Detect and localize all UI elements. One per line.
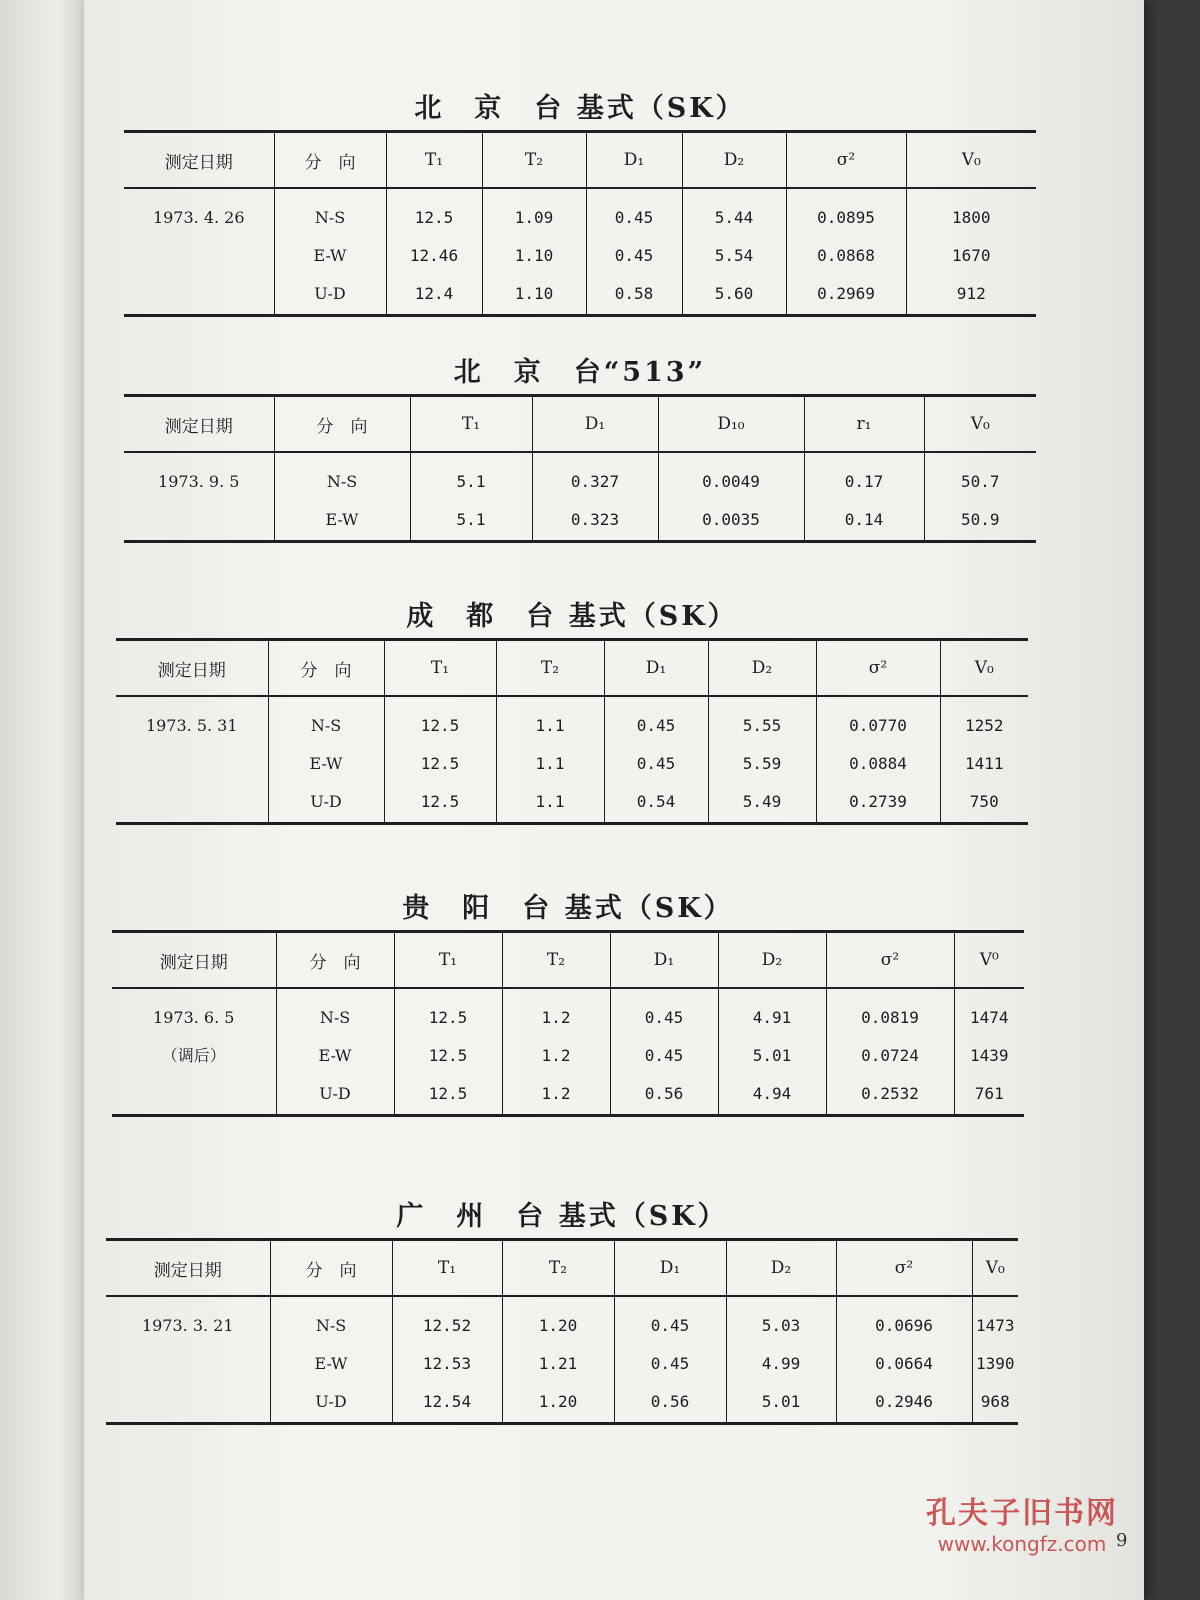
direction-cell xyxy=(268,696,384,824)
date-note xyxy=(125,501,273,539)
direction-cell xyxy=(274,188,386,316)
value: 0.0819 xyxy=(861,1008,919,1027)
section-title: 北 京 台“513” xyxy=(453,357,707,388)
col-header: T₂ xyxy=(482,132,586,189)
value: 1.10 xyxy=(514,246,554,265)
direction-cell xyxy=(274,452,410,542)
value: N-S xyxy=(315,1316,347,1335)
sigma-cell xyxy=(786,188,906,316)
col-header: T₂ xyxy=(496,640,604,697)
book-page xyxy=(84,0,1144,1600)
value: 0.45 xyxy=(644,1046,684,1065)
value: 0.56 xyxy=(644,1084,684,1103)
col-header: V₀ xyxy=(924,396,1036,453)
value: 50.7 xyxy=(960,472,1000,491)
col-header: 分 向 xyxy=(274,132,386,189)
value: 1.2 xyxy=(541,1008,571,1027)
col-header: 测定日期 xyxy=(116,640,268,697)
section-title: 成 都 台 基式（SK） xyxy=(406,601,738,632)
col-header: 测定日期 xyxy=(112,932,276,989)
value: 5.55 xyxy=(742,716,782,735)
value: 0.0868 xyxy=(817,246,875,265)
value: E-W xyxy=(309,754,343,773)
d1-cell xyxy=(604,696,708,824)
value: 12.5 xyxy=(420,716,460,735)
value: U-D xyxy=(315,1392,347,1411)
d10-cell xyxy=(658,452,804,542)
value: 1252 xyxy=(964,716,1004,735)
col-header: 测定日期 xyxy=(124,396,274,453)
table-section-chengdu-sk xyxy=(116,596,1028,825)
value: 4.99 xyxy=(761,1354,801,1373)
value: E-W xyxy=(314,1354,348,1373)
value: U-D xyxy=(310,792,342,811)
header-row xyxy=(124,132,1036,189)
measure-date: 1973. 5. 31 xyxy=(145,716,238,735)
value: 0.0770 xyxy=(849,716,907,735)
value: 12.46 xyxy=(409,246,459,265)
col-header: T₁ xyxy=(394,932,502,989)
measure-date: 1973. 9. 5 xyxy=(158,472,240,491)
left-page-edge xyxy=(0,0,86,1600)
col-header: D₂ xyxy=(726,1240,836,1297)
value: 5.60 xyxy=(714,284,754,303)
value: 4.94 xyxy=(752,1084,792,1103)
date-cell xyxy=(106,1296,270,1424)
value: 0.58 xyxy=(614,284,654,303)
t2-cell xyxy=(496,696,604,824)
value: 0.45 xyxy=(644,1008,684,1027)
value: 968 xyxy=(980,1392,1010,1411)
value: 0.2946 xyxy=(875,1392,933,1411)
value: 12.53 xyxy=(422,1354,472,1373)
r1-cell xyxy=(804,452,924,542)
data-table xyxy=(106,1238,1018,1425)
col-header: T₁ xyxy=(392,1240,502,1297)
col-header: σ² xyxy=(826,932,954,989)
page-number: 9 xyxy=(1116,1530,1128,1551)
value: 0.45 xyxy=(636,716,676,735)
value: 0.45 xyxy=(614,246,654,265)
d1-cell xyxy=(614,1296,726,1424)
value: 12.5 xyxy=(414,208,454,227)
d2-cell xyxy=(682,188,786,316)
value: 1.21 xyxy=(538,1354,578,1373)
value: 1439 xyxy=(969,1046,1009,1065)
value: 50.9 xyxy=(960,510,1000,529)
value: 5.01 xyxy=(761,1392,801,1411)
value: 1390 xyxy=(975,1354,1015,1373)
value: 12.5 xyxy=(428,1046,468,1065)
d2-cell xyxy=(726,1296,836,1424)
section-title: 北 京 台 基式（SK） xyxy=(414,93,746,124)
col-header: V₀ xyxy=(940,640,1028,697)
date-note xyxy=(125,237,273,275)
col-header: D₂ xyxy=(708,640,816,697)
value: U-D xyxy=(314,284,346,303)
d2-cell xyxy=(708,696,816,824)
col-header: D₁₀ xyxy=(658,396,804,453)
table-section-beijing-sk xyxy=(124,88,1036,317)
v0-cell xyxy=(906,188,1036,316)
sigma-cell xyxy=(836,1296,972,1424)
value: 0.54 xyxy=(636,792,676,811)
value: 0.323 xyxy=(570,510,620,529)
col-header: 分 向 xyxy=(274,396,410,453)
section-title: 广 州 台 基式（SK） xyxy=(396,1201,728,1232)
direction-cell xyxy=(270,1296,392,1424)
col-header: D₁ xyxy=(586,132,682,189)
date-note xyxy=(117,745,267,783)
date-note xyxy=(107,1345,269,1383)
value: 12.5 xyxy=(428,1008,468,1027)
table-section-beijing-513 xyxy=(124,352,1036,543)
value: 12.52 xyxy=(422,1316,472,1335)
value: 0.0035 xyxy=(702,510,760,529)
data-table xyxy=(124,130,1036,317)
v0-cell xyxy=(972,1296,1018,1424)
data-table xyxy=(112,930,1024,1117)
value: 0.45 xyxy=(614,208,654,227)
value: 0.14 xyxy=(844,510,884,529)
value: N-S xyxy=(319,1008,351,1027)
value: 5.44 xyxy=(714,208,754,227)
t1-cell xyxy=(410,452,532,542)
value: 0.45 xyxy=(650,1316,690,1335)
t1-cell xyxy=(394,988,502,1116)
date-cell xyxy=(124,188,274,316)
col-header: 分 向 xyxy=(276,932,394,989)
col-header: V₀ xyxy=(906,132,1036,189)
date-note: （调后） xyxy=(161,1046,226,1065)
value: 0.0884 xyxy=(849,754,907,773)
value: 1411 xyxy=(964,754,1004,773)
value: 4.91 xyxy=(752,1008,792,1027)
value: 750 xyxy=(969,792,999,811)
v0-cell xyxy=(940,696,1028,824)
value: 1.1 xyxy=(535,716,565,735)
value: 1473 xyxy=(975,1316,1015,1335)
value: 5.54 xyxy=(714,246,754,265)
date-cell xyxy=(124,452,274,542)
col-header: T₁ xyxy=(410,396,532,453)
value: 0.2739 xyxy=(849,792,907,811)
value: 12.4 xyxy=(414,284,454,303)
value: 1.2 xyxy=(541,1084,571,1103)
value: 12.5 xyxy=(420,792,460,811)
value: N-S xyxy=(326,472,358,491)
section-title: 贵 阳 台 基式（SK） xyxy=(402,893,734,924)
value: 1.1 xyxy=(535,792,565,811)
value: 761 xyxy=(974,1084,1004,1103)
value: 0.2532 xyxy=(861,1084,919,1103)
col-header: D₁ xyxy=(604,640,708,697)
table-row xyxy=(116,696,1028,824)
col-header: V₀ xyxy=(972,1240,1018,1297)
col-header: 测定日期 xyxy=(124,132,274,189)
data-table xyxy=(116,638,1028,825)
t2-cell xyxy=(502,1296,614,1424)
col-header: D₂ xyxy=(718,932,826,989)
value: 0.45 xyxy=(636,754,676,773)
table-section-guangzhou-sk xyxy=(106,1196,1018,1425)
value: 12.5 xyxy=(428,1084,468,1103)
col-header: 分 向 xyxy=(268,640,384,697)
d1-cell xyxy=(610,988,718,1116)
col-header: r₁ xyxy=(804,396,924,453)
value: 912 xyxy=(956,284,986,303)
d2-cell xyxy=(718,988,826,1116)
value: U-D xyxy=(319,1084,351,1103)
date-cell xyxy=(116,696,268,824)
table-section-guiyang-sk xyxy=(112,888,1024,1117)
value: 0.327 xyxy=(570,472,620,491)
watermark-title: 孔夫子旧书网 xyxy=(926,1496,1118,1531)
sigma-cell xyxy=(826,988,954,1116)
value: 0.0696 xyxy=(875,1316,933,1335)
col-header: 分 向 xyxy=(270,1240,392,1297)
d1-cell xyxy=(586,188,682,316)
value: 0.17 xyxy=(844,472,884,491)
measure-date: 1973. 6. 5 xyxy=(153,1008,235,1027)
watermark-logo xyxy=(882,1488,1162,1556)
col-header: V⁰ xyxy=(954,932,1024,989)
value: N-S xyxy=(314,208,346,227)
value: 1.09 xyxy=(514,208,554,227)
value: E-W xyxy=(318,1046,352,1065)
col-header: 测定日期 xyxy=(106,1240,270,1297)
header-row xyxy=(124,396,1036,453)
table-row xyxy=(112,988,1024,1116)
col-header: D₁ xyxy=(532,396,658,453)
header-row xyxy=(112,932,1024,989)
value: 12.5 xyxy=(420,754,460,773)
col-header: σ² xyxy=(816,640,940,697)
value: 1800 xyxy=(951,208,991,227)
table-row xyxy=(124,452,1036,542)
t1-cell xyxy=(386,188,482,316)
measure-date: 1973. 4. 26 xyxy=(152,208,245,227)
value: 5.03 xyxy=(761,1316,801,1335)
d1-cell xyxy=(532,452,658,542)
t2-cell xyxy=(482,188,586,316)
col-header: D₁ xyxy=(610,932,718,989)
value: 0.0724 xyxy=(861,1046,919,1065)
value: 5.1 xyxy=(456,510,486,529)
value: 1474 xyxy=(969,1008,1009,1027)
col-header: T₂ xyxy=(502,932,610,989)
value: 5.01 xyxy=(752,1046,792,1065)
value: 1.20 xyxy=(538,1392,578,1411)
v0-cell xyxy=(954,988,1024,1116)
measure-date: 1973. 3. 21 xyxy=(141,1316,234,1335)
value: 0.0049 xyxy=(702,472,760,491)
value: 0.0664 xyxy=(875,1354,933,1373)
value: 1.1 xyxy=(535,754,565,773)
col-header: T₁ xyxy=(384,640,496,697)
value: 1.20 xyxy=(538,1316,578,1335)
watermark-url: www.kongfz.com xyxy=(937,1532,1107,1556)
value: 0.56 xyxy=(650,1392,690,1411)
value: 5.1 xyxy=(456,472,486,491)
value: E-W xyxy=(313,246,347,265)
col-header: σ² xyxy=(836,1240,972,1297)
v0-cell xyxy=(924,452,1036,542)
data-table xyxy=(124,394,1036,543)
value: 1.2 xyxy=(541,1046,571,1065)
table-row xyxy=(106,1296,1018,1424)
value: E-W xyxy=(325,510,359,529)
date-cell xyxy=(112,988,276,1116)
t1-cell xyxy=(392,1296,502,1424)
col-header: T₁ xyxy=(386,132,482,189)
value: 0.0895 xyxy=(817,208,875,227)
value: N-S xyxy=(310,716,342,735)
value: 0.2969 xyxy=(817,284,875,303)
table-row xyxy=(124,188,1036,316)
col-header: T₂ xyxy=(502,1240,614,1297)
header-row xyxy=(116,640,1028,697)
col-header: D₁ xyxy=(614,1240,726,1297)
value: 5.49 xyxy=(742,792,782,811)
value: 12.54 xyxy=(422,1392,472,1411)
value: 0.45 xyxy=(650,1354,690,1373)
direction-cell xyxy=(276,988,394,1116)
t2-cell xyxy=(502,988,610,1116)
value: 1670 xyxy=(951,246,991,265)
value: 1.10 xyxy=(514,284,554,303)
t1-cell xyxy=(384,696,496,824)
col-header: σ² xyxy=(786,132,906,189)
col-header: D₂ xyxy=(682,132,786,189)
header-row xyxy=(106,1240,1018,1297)
sigma-cell xyxy=(816,696,940,824)
value: 5.59 xyxy=(742,754,782,773)
